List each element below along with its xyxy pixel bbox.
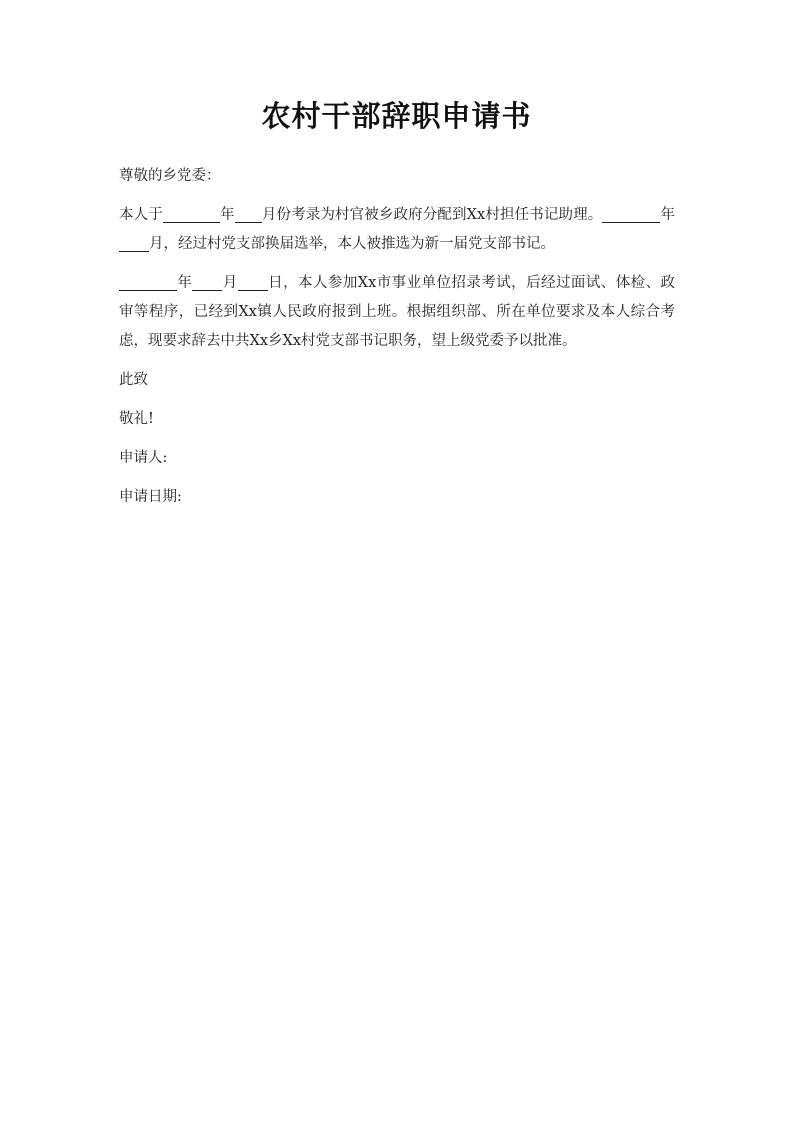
paragraph2-text-2: 月 bbox=[222, 275, 238, 291]
paragraph1-text-2: 年 bbox=[219, 207, 235, 223]
paragraph1-text-1: 本人于 bbox=[119, 207, 163, 223]
document-body bbox=[119, 162, 675, 522]
closing-salute: 敬礼! bbox=[119, 411, 154, 427]
salutation: 尊敬的乡党委： bbox=[119, 168, 221, 184]
year-blank-3 bbox=[119, 272, 177, 291]
paragraph1-text-4: 年 bbox=[660, 207, 676, 223]
month-blank-2 bbox=[119, 233, 149, 252]
day-blank bbox=[238, 272, 268, 291]
paragraph2-text-1: 年 bbox=[177, 275, 193, 291]
paragraph-resignation bbox=[119, 269, 675, 356]
paragraph-appointment bbox=[119, 201, 675, 259]
closing-regards: 此致 bbox=[119, 372, 148, 388]
paragraph2-text-3: 日，本人参加Xx市事业单位招录考试，后经过面试、体检、政审等程序，已经到Xx镇人民政府报到上班。根据组织部、所在单位要求及本人综合考虑，现要求辞去中共Xx乡Xx村党支部书记职务，望上级党委予以批准。 bbox=[119, 275, 676, 349]
paragraph1-text-3: 月份考录为村官被乡政府分配到Xx村担任书记助理。 bbox=[261, 207, 603, 223]
application-date-label: 申请日期: bbox=[119, 489, 182, 505]
month-blank-3 bbox=[192, 272, 222, 291]
month-blank bbox=[235, 204, 262, 223]
paragraph1-text-5: 月，经过村党支部换届选举，本人被推选为新一届党支部书记。 bbox=[149, 236, 555, 252]
year-blank bbox=[163, 204, 220, 223]
applicant-label: 申请人: bbox=[119, 450, 168, 466]
year-blank-2 bbox=[602, 204, 660, 223]
document-title: 农村干部辞职申请书 bbox=[261, 99, 532, 133]
